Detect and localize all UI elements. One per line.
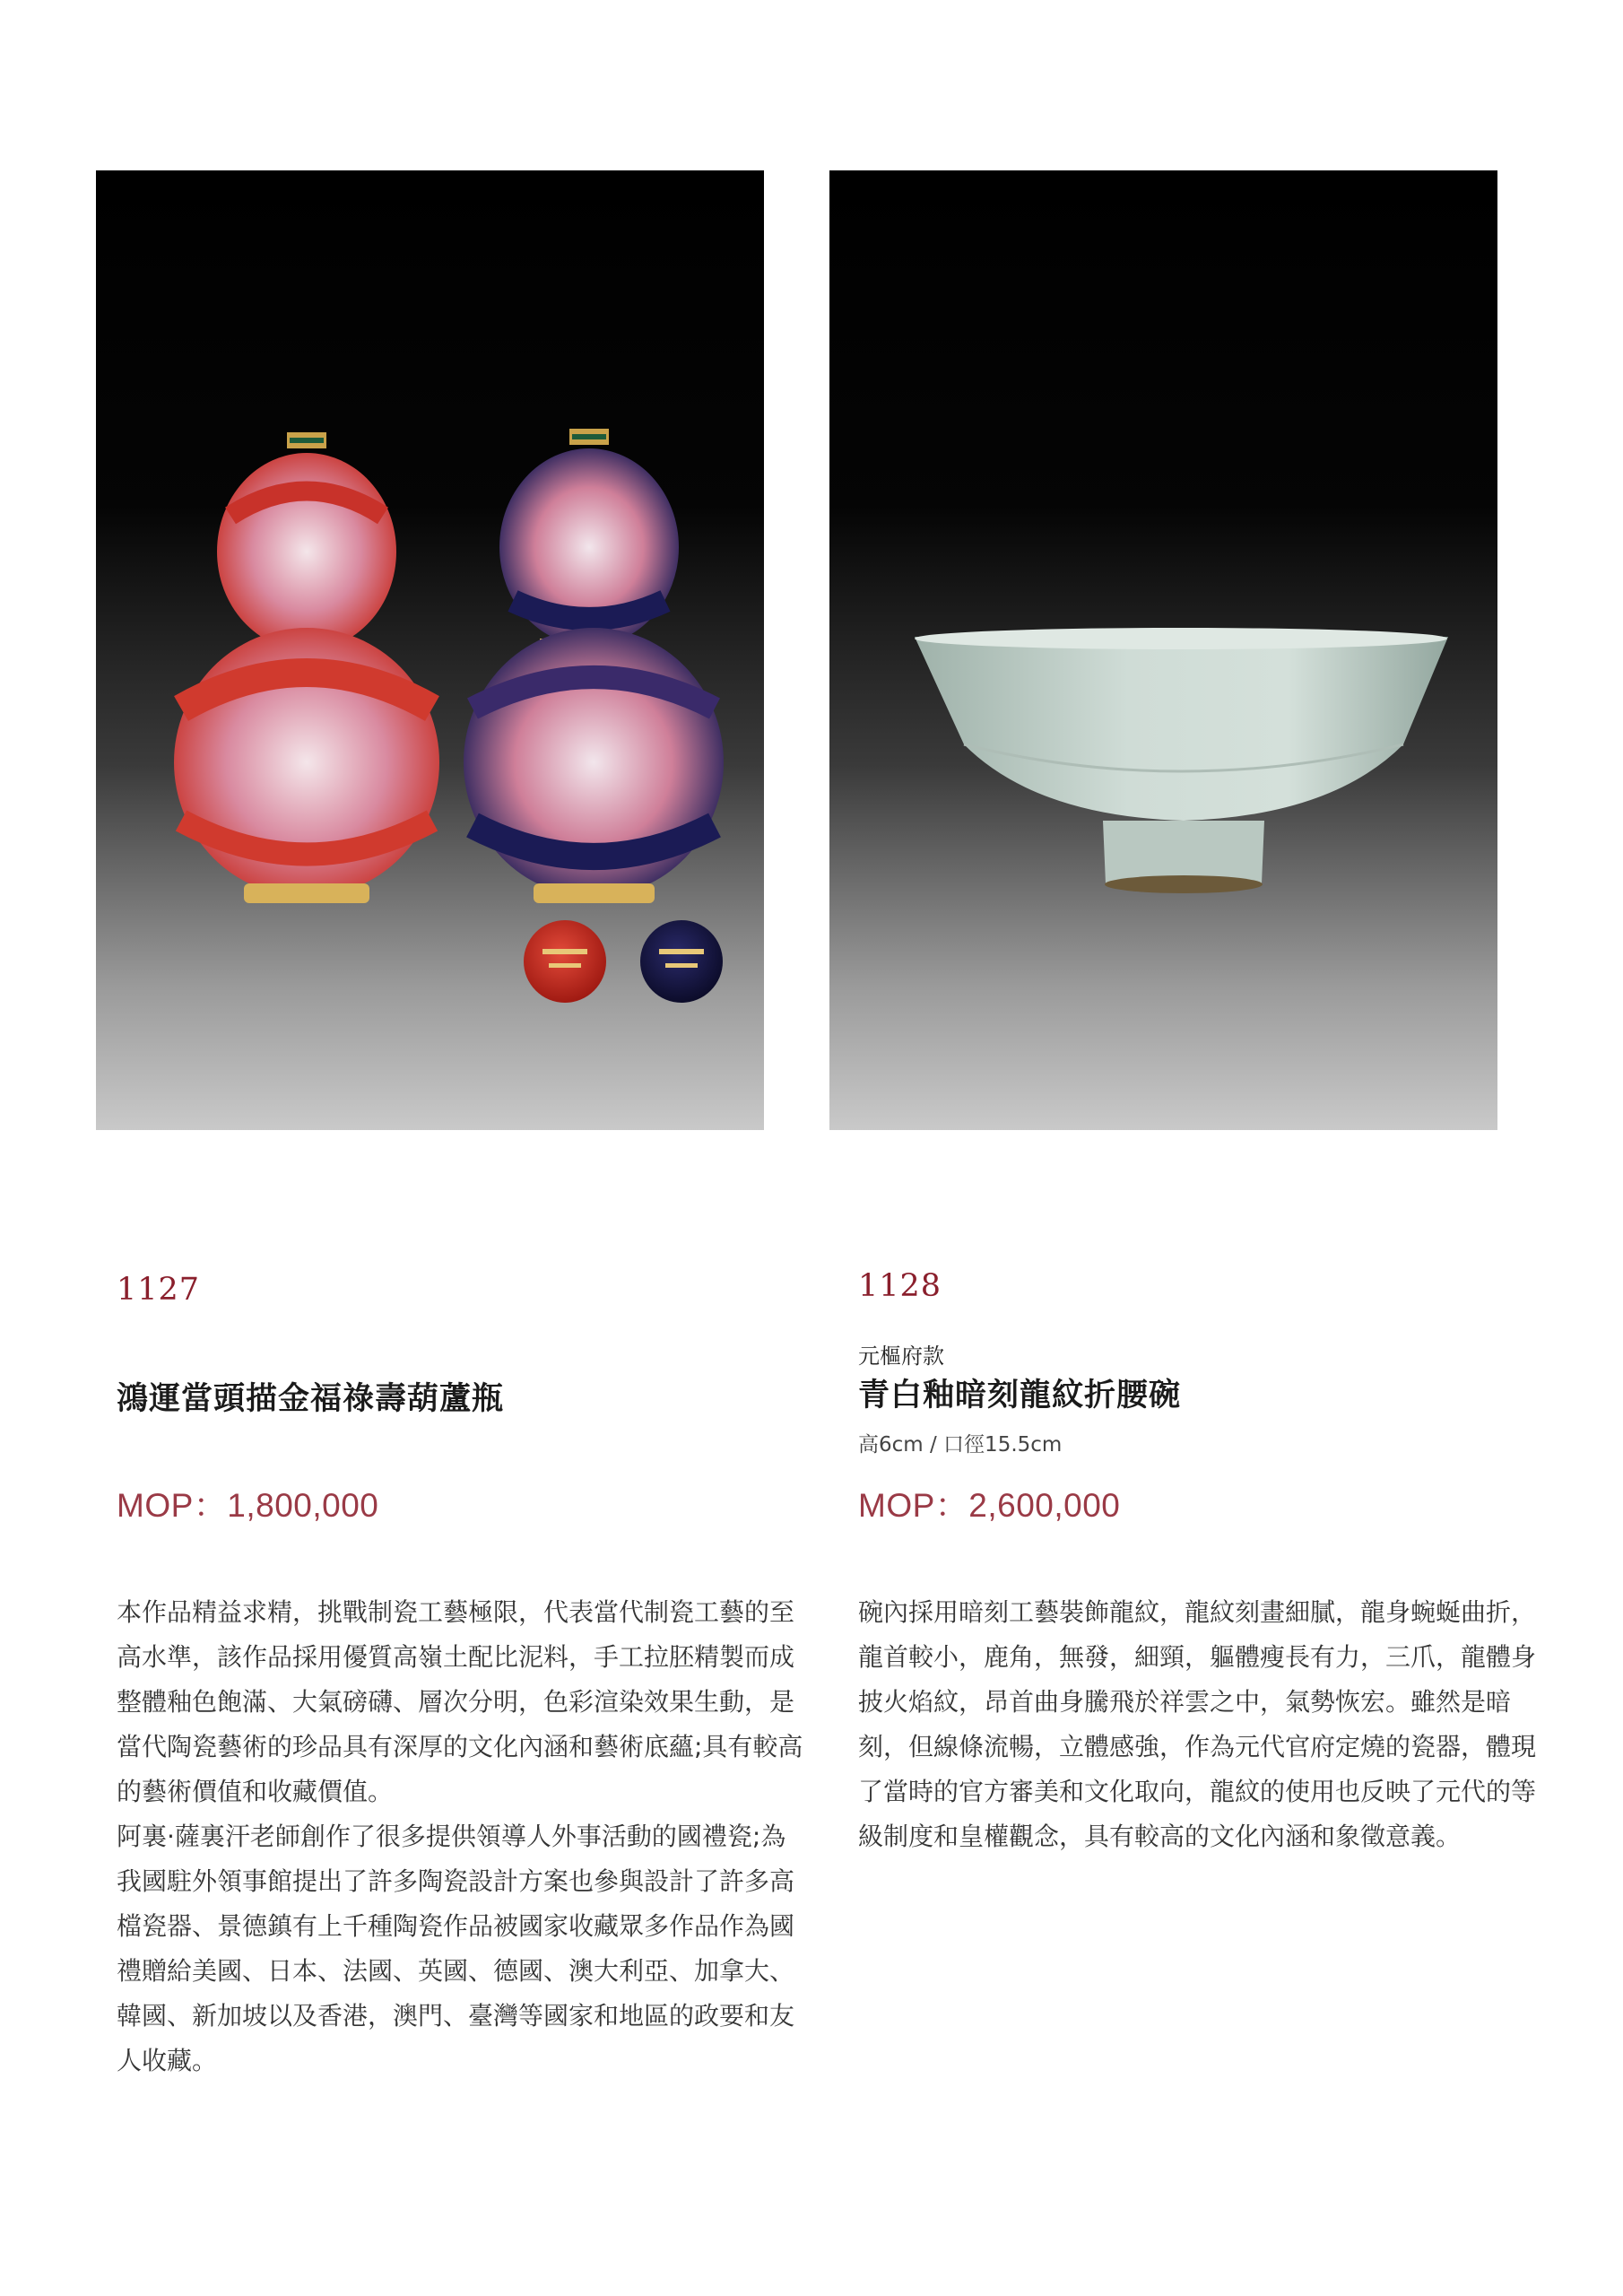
lot-reign-mark: 元樞府款 [858,1344,944,1369]
lot-description [858,1590,1549,1859]
description-paragraph: 碗內採用暗刻工藝裝飾龍紋，龍紋刻畫細膩，龍身蜿蜒曲折，龍首較小，鹿角，無發，細頸，軀體瘦長有力，三爪，龍體身披火焰紋，昂首曲身騰飛於祥雲之中，氣勢恢宏。雖然是暗刻，但線條流暢，立體感強，作為元代官府定燒的瓷器，體現了當時的官方審美和文化取向，龍紋的使用也反映了元代的等級制度和皇權觀念，具有較高的文化內涵和象徵意義。 [858,1597,1537,1851]
lot-dimensions: 高6cm / 口徑15.5cm [858,1433,1063,1457]
lot-number: 1127 [117,1272,201,1308]
blue-base-seal [640,920,723,1003]
lot-description [117,1590,807,2083]
blue-gourd-vase [464,429,724,903]
lot-price: MOP：1,800,000 [117,1487,379,1524]
lot-price: MOP：2,600,000 [858,1487,1121,1524]
description-paragraph: 本作品精益求精，挑戰制瓷工藝極限，代表當代制瓷工藝的至高水準，該作品採用優質高嶺土配比泥料，手工拉胚精製而成整體釉色飽滿、大氣磅礴、層次分明，色彩渲染效果生動，是當代陶瓷藝術的珍品具有深厚的文化內涵和藝術底蘊;具有較高的藝術價值和收藏價值。 [117,1597,803,1806]
red-base-seal [524,920,606,1003]
celadon-bowl [915,628,1448,893]
celadon-bowl-photo [829,170,1497,1130]
lot-number: 1128 [858,1268,942,1304]
lot-title: 青白釉暗刻龍紋折腰碗 [858,1377,1182,1413]
lot-title: 鴻運當頭描金福祿壽葫蘆瓶 [117,1380,505,1417]
vase-pair-photo [96,170,764,1130]
description-paragraph: 阿裏·薩裏汗老師創作了很多提供領導人外事活動的國禮瓷;為我國駐外領事館提出了許多陶瓷設計方案也參與設計了許多高檔瓷器、景德鎮有上千種陶瓷作品被國家收藏眾多作品作為國禮贈給美國、日本、法國、英國、德國、澳大利亞、加拿大、韓國、新加坡以及香港，澳門、臺灣等國家和地區的政要和友人收藏。 [117,1822,795,2075]
red-gourd-vase [174,432,439,903]
